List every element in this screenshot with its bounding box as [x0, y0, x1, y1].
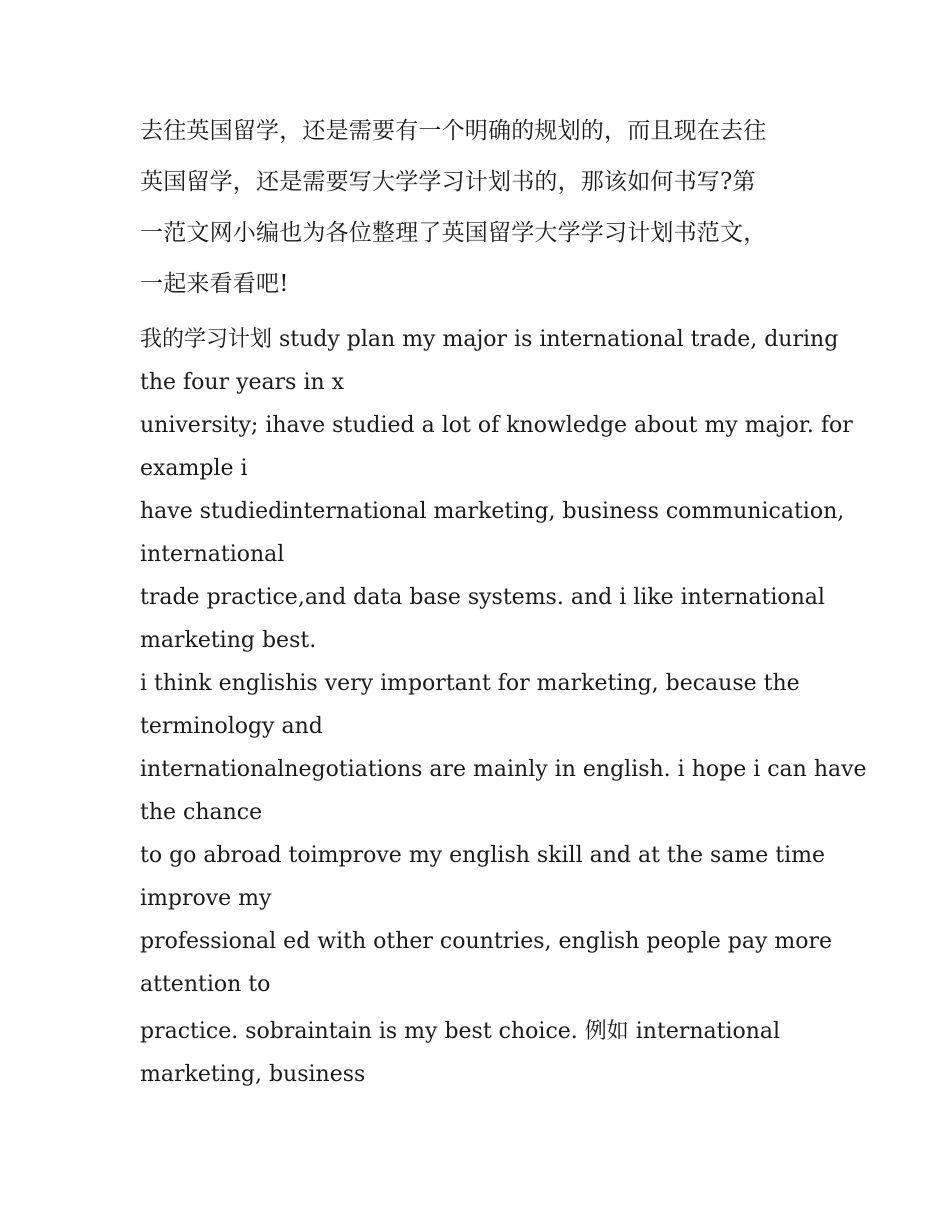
body-line: have studiedinternational marketing, business communication,: [140, 499, 845, 524]
body-line: terminology and: [140, 714, 323, 739]
body-line: professional ed with other countries, english people pay more: [140, 929, 833, 954]
study-plan-text: [140, 318, 867, 1096]
body-line: i think englishis very important for marketing, because the: [140, 671, 800, 696]
body-line: internationalnegotiations are mainly in english. i hope i can have: [140, 757, 867, 782]
body-line: university; ihave studied a lot of knowledge about my major. for: [140, 413, 853, 438]
body-line: marketing, business: [140, 1062, 366, 1087]
body-line: to go abroad toimprove my english skill and at the same time: [140, 843, 825, 868]
body-line: attention to: [140, 972, 271, 997]
body-line: the four years in x: [140, 370, 345, 395]
body-line: international: [140, 542, 285, 567]
body-line: example i: [140, 456, 248, 481]
body-line: marketing best.: [140, 628, 317, 653]
intro-line: 一范文网小编也为各位整理了英国留学大学学习计划书范文，: [140, 220, 767, 246]
body-line: the chance: [140, 800, 263, 825]
body-line: 我的学习计划 study plan my major is international trade, during: [140, 327, 839, 352]
intro-line: 去往英国留学，还是需要有一个明确的规划的，而且现在去往: [140, 118, 767, 144]
body-line: practice. sobraintain is my best choice. 例如 international: [140, 1019, 781, 1044]
body-line: improve my: [140, 886, 272, 911]
intro-line: 一起来看看吧!: [140, 271, 289, 297]
body-line: trade practice,and data base systems. and i like international: [140, 585, 825, 610]
intro-paragraph: [140, 106, 820, 310]
document-page: [140, 106, 867, 1096]
intro-line: 英国留学，还是需要写大学学习计划书的，那该如何书写?第: [140, 169, 756, 195]
